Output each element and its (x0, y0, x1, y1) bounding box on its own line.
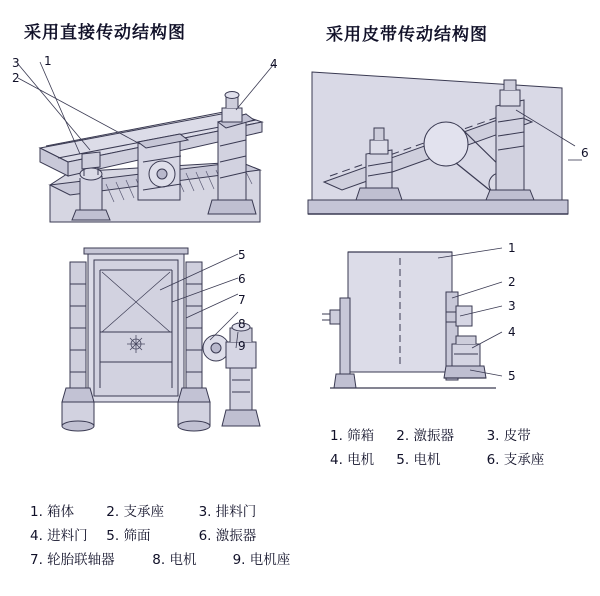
legend-item: 9. 电机座 (232, 552, 291, 568)
callout-4-top-left: 4 (270, 57, 278, 71)
callout-2-bottom-right: 2 (508, 275, 516, 289)
callout-5-bottom-left: 5 (238, 248, 246, 262)
legend-row (30, 500, 290, 524)
callout-7-bottom-left: 7 (238, 293, 246, 307)
legend-row (30, 548, 290, 572)
legend-direct-drive (30, 500, 290, 572)
legend-item: 7. 轮胎联轴器 (30, 552, 115, 568)
legend-item: 2. 支承座 (106, 504, 164, 520)
callout-6-top-right: 6 (581, 146, 589, 160)
legend-item: 3. 排料门 (198, 504, 257, 520)
legend-item: 1. 筛箱 (330, 428, 375, 444)
legend-item: 5. 电机 (396, 452, 441, 468)
legend-row (330, 424, 544, 448)
legend-item: 6. 激振器 (198, 528, 257, 544)
legend-item: 8. 电机 (152, 552, 197, 568)
callout-4-bottom-right: 4 (508, 325, 516, 339)
legend-item: 1. 箱体 (30, 504, 75, 520)
figure-belt-drive-front (320, 236, 540, 416)
figure-direct-drive-front (40, 236, 290, 446)
legend-row (330, 448, 544, 472)
page-title-left: 采用直接传动结构图 (24, 23, 186, 43)
legend-item: 6. 支承座 (486, 452, 545, 468)
callout-3-top-left: 3 (12, 56, 20, 70)
legend-item: 3. 皮带 (486, 428, 531, 444)
callout-8-bottom-left: 8 (238, 317, 246, 331)
callout-1-top-left: 1 (44, 54, 52, 68)
callout-3-bottom-right: 3 (508, 299, 516, 313)
legend-item: 4. 电机 (330, 452, 375, 468)
legend-item: 2. 激振器 (396, 428, 454, 444)
callout-1-bottom-right: 1 (508, 241, 516, 255)
page-title-right: 采用皮带传动结构图 (326, 25, 488, 45)
legend-item: 5. 筛面 (106, 528, 151, 544)
legend-belt-drive (330, 424, 544, 472)
callout-6-bottom-left: 6 (238, 272, 246, 286)
legend-row (30, 524, 290, 548)
legend-item: 4. 进料门 (30, 528, 88, 544)
callout-5-bottom-right: 5 (508, 369, 516, 383)
figure-belt-drive-assembly (300, 50, 590, 220)
callout-9-bottom-left: 9 (238, 339, 246, 353)
callout-2-top-left: 2 (12, 71, 20, 85)
figure-direct-drive-assembly (10, 50, 300, 220)
